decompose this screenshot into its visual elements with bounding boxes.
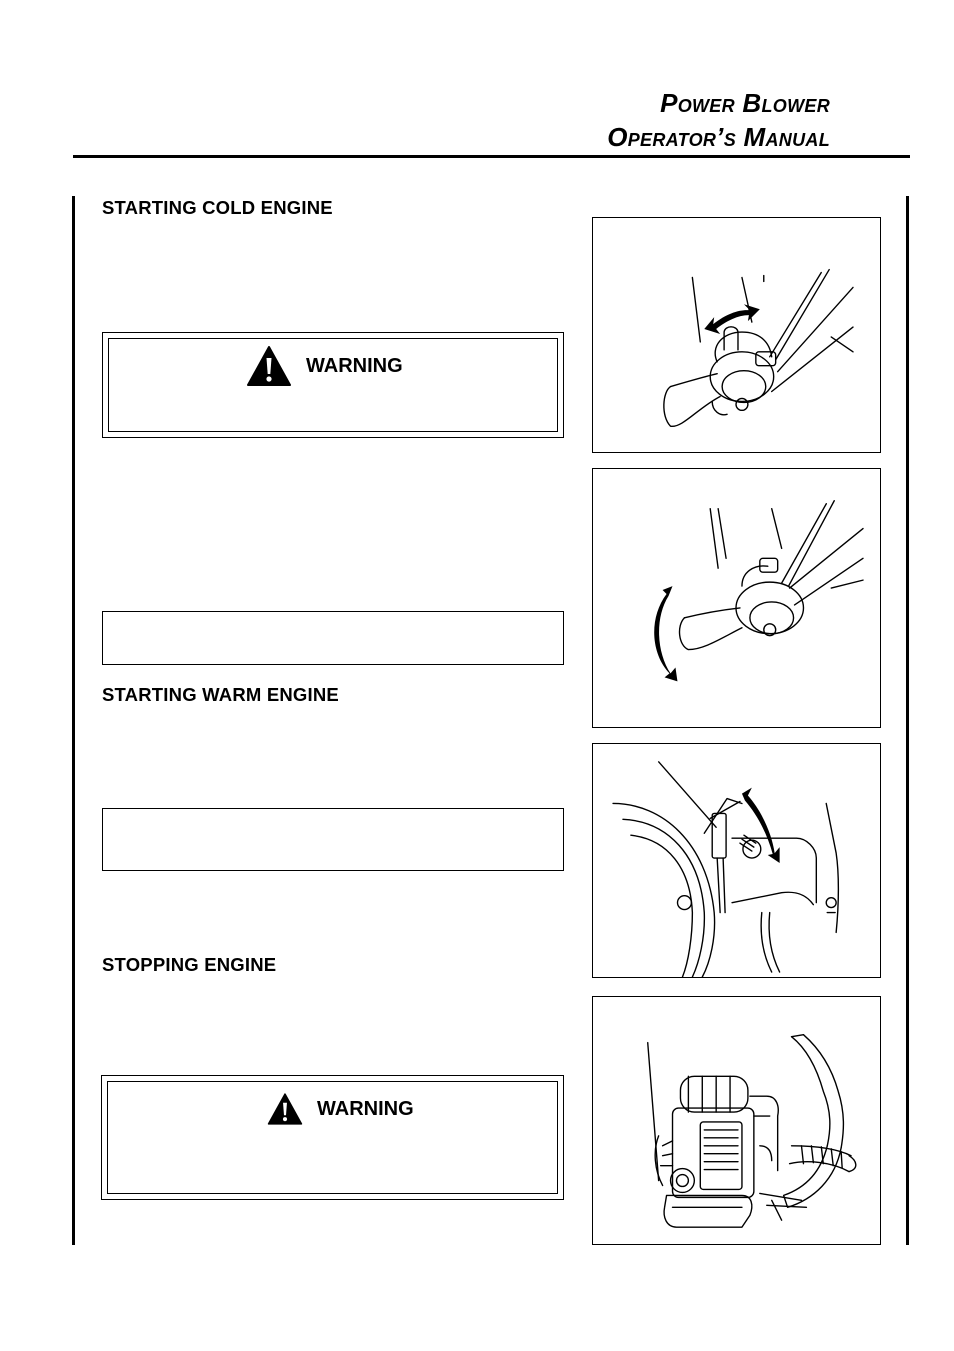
heading-starting-cold-engine: STARTING COLD ENGINE [102, 197, 333, 218]
warning-box-1 [102, 332, 564, 438]
heading-starting-warm-engine: STARTING WARM ENGINE [102, 684, 339, 705]
left-margin-bar [72, 196, 75, 1245]
choke-lever-illustration [593, 218, 880, 452]
warning-label-2 [267, 1092, 414, 1126]
starter-handle-illustration [593, 469, 880, 727]
header-subtitle: Operator’s Manual [607, 122, 830, 152]
blower-unit-illustration [593, 997, 880, 1244]
warning-text-2: WARNING [317, 1097, 414, 1120]
warning-triangle-icon [246, 345, 292, 387]
throttle-lever-illustration [593, 744, 880, 977]
warning-box-2 [101, 1075, 564, 1200]
header-title: Power Blower [660, 88, 830, 118]
figure-throttle-lever [592, 743, 881, 978]
warning-label-1 [246, 345, 403, 387]
figure-choke-lever [592, 217, 881, 453]
figure-starter-handle [592, 468, 881, 728]
warning-text-1: WARNING [306, 354, 403, 377]
header-rule [73, 155, 910, 158]
right-margin-bar [906, 196, 909, 1245]
note-box-1 [102, 611, 564, 665]
note-box-2 [102, 808, 564, 871]
manual-header [607, 86, 830, 154]
heading-stopping-engine: STOPPING ENGINE [102, 954, 277, 975]
warning-triangle-icon [267, 1092, 303, 1126]
figure-blower-unit [592, 996, 881, 1245]
